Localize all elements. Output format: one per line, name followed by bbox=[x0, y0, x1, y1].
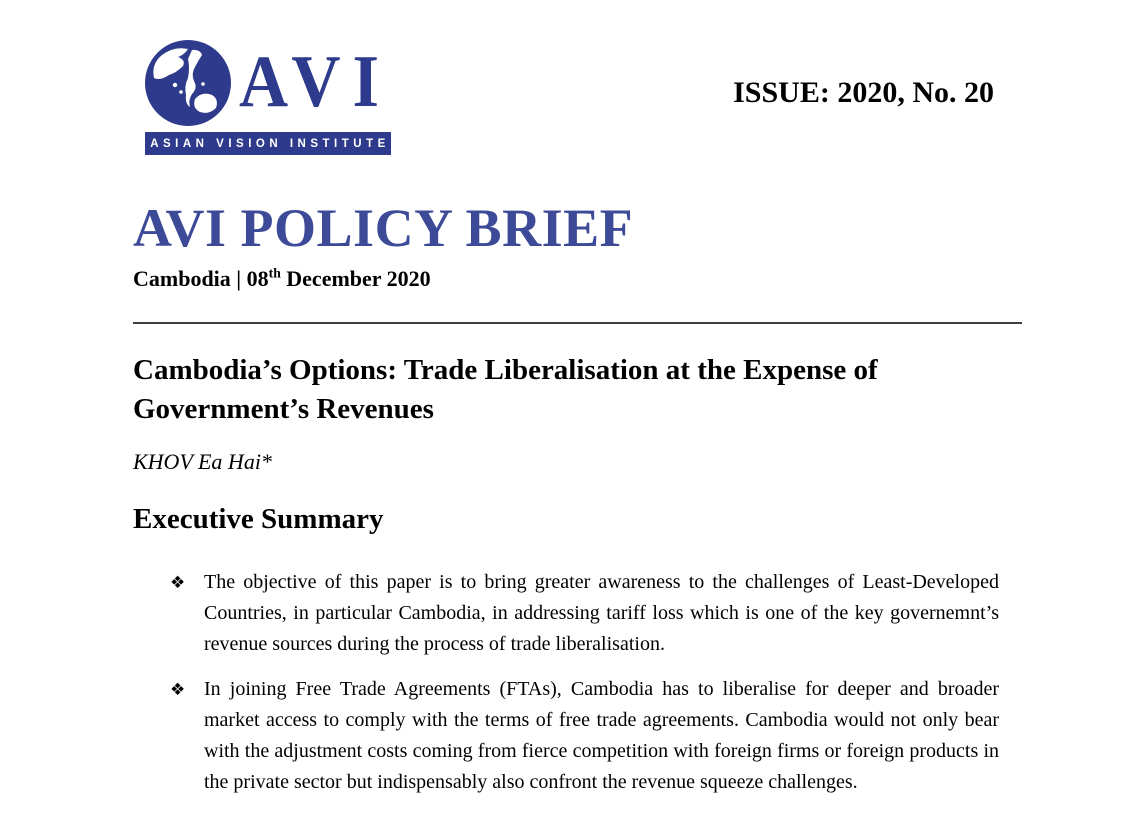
divider-rule bbox=[133, 322, 1022, 324]
article-title bbox=[133, 351, 1022, 429]
logo-wordmark: AVI bbox=[239, 41, 391, 123]
issue-number: ISSUE: 2020, No. 20 bbox=[733, 76, 994, 109]
dateline-suffix: December 2020 bbox=[280, 266, 431, 292]
logo-banner: ASIAN VISION INSTITUTE bbox=[145, 132, 391, 155]
page-header bbox=[133, 40, 1022, 155]
bullet-text: In joining Free Trade Agreements (FTAs), Cambodia has to liberalise for deeper and broader market access to comply with the terms of free trade agreements. Cambodia would not only bear with the adjustment costs coming from fierce competition with foreign firms or foreign products in the private sector but indispensably also confront the revenue squeeze challenges. bbox=[204, 677, 999, 793]
bullet-text: The objective of this paper is to bring greater awareness to the challenges of Least-Developed Countries, in particular Cambodia, in addressing tariff loss which is one of the key governemnt’s revenue sources during the process of trade liberalisation. bbox=[204, 570, 999, 655]
globe-icon bbox=[145, 40, 231, 126]
dateline-superscript: th bbox=[268, 265, 281, 281]
avi-logo bbox=[145, 40, 397, 155]
dateline-prefix: Cambodia | 08 bbox=[133, 266, 269, 292]
section-heading: Executive Summary bbox=[133, 502, 384, 535]
list-item bbox=[133, 674, 999, 798]
article-title-line2: Government’s Revenues bbox=[133, 392, 434, 425]
diamond-bullet-icon: ❖ bbox=[170, 679, 186, 700]
diamond-bullet-icon: ❖ bbox=[170, 572, 186, 593]
masthead-title: AVI POLICY BRIEF bbox=[133, 198, 634, 258]
dateline bbox=[133, 266, 1022, 291]
author-byline: KHOV Ea Hai* bbox=[133, 448, 272, 474]
executive-summary-list bbox=[133, 567, 999, 798]
article-title-line1: Cambodia’s Options: Trade Liberalisation at the Expense of bbox=[133, 353, 878, 386]
list-item bbox=[133, 567, 999, 660]
logo-row bbox=[145, 40, 397, 128]
